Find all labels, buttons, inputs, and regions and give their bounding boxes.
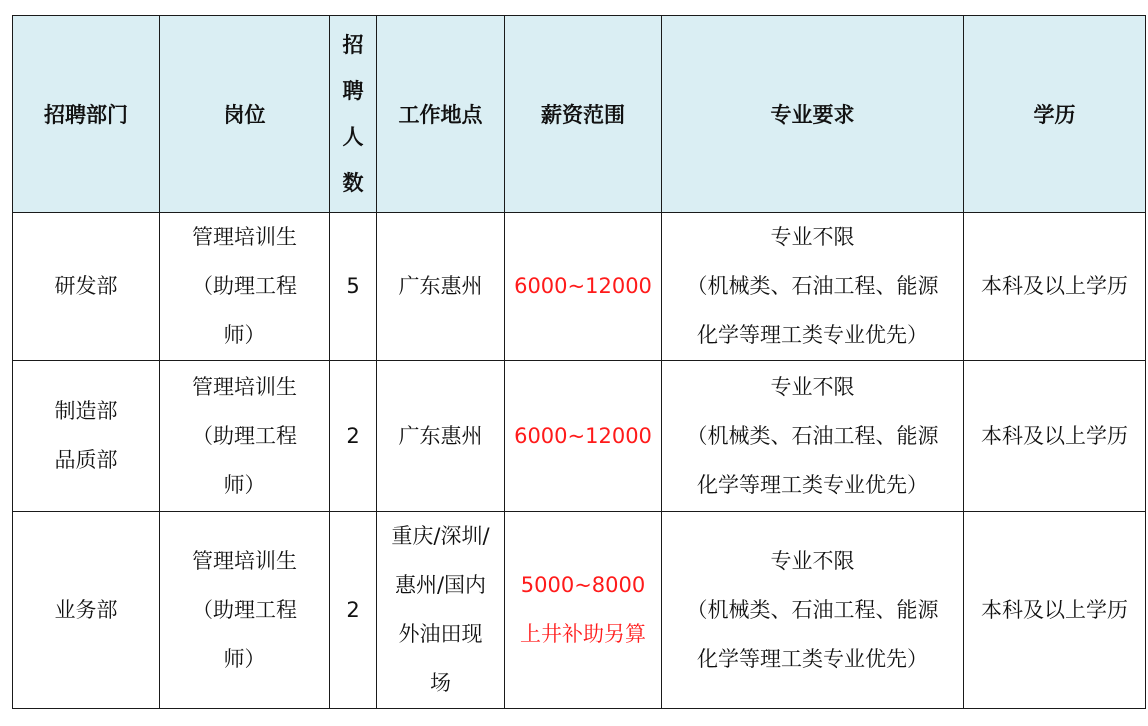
header-count-char: 聘 (342, 79, 364, 103)
position-cell (160, 512, 330, 709)
position-line: 管理培训生 (192, 374, 297, 399)
location-line: 外油田现 (398, 622, 483, 646)
header-count-char: 人 (342, 125, 364, 149)
education-cell: 本科及以上学历 (964, 361, 1146, 512)
dept-line: 品质部 (54, 448, 118, 472)
location-line: 场 (430, 671, 451, 695)
header-location: 工作地点 (377, 16, 505, 213)
major-line: （机械类、石油工程、能源 (686, 597, 939, 622)
table-row (13, 213, 1146, 361)
dept-line: 制造部 (54, 399, 118, 423)
position-line: （助理工程 (192, 597, 297, 622)
education-cell: 本科及以上学历 (964, 213, 1146, 361)
major-line: 化学等理工类专业优先） (697, 323, 928, 347)
table-row (13, 512, 1146, 709)
recruitment-table (12, 15, 1146, 709)
location-line: 惠州/国内 (394, 573, 487, 597)
salary-cell (505, 361, 662, 512)
position-cell (160, 213, 330, 361)
major-line: 专业不限 (770, 225, 855, 249)
position-line: 管理培训生 (192, 225, 297, 249)
salary-cell (505, 512, 662, 709)
major-cell (662, 361, 964, 512)
position-cell (160, 361, 330, 512)
header-major: 专业要求 (662, 16, 964, 213)
salary-line: 5000~8000 (520, 573, 646, 597)
dept-cell (13, 361, 160, 512)
header-education: 学历 (964, 16, 1146, 213)
location-line: 重庆/深圳/ (391, 524, 490, 548)
header-position: 岗位 (160, 16, 330, 213)
salary-line: 6000~12000 (514, 274, 652, 298)
position-line: （助理工程 (192, 423, 297, 448)
major-line: 化学等理工类专业优先） (697, 472, 928, 497)
major-line: （机械类、石油工程、能源 (686, 274, 939, 298)
header-count (330, 16, 377, 213)
position-line: 师） (223, 646, 266, 671)
major-line: 专业不限 (770, 548, 855, 573)
position-line: 管理培训生 (192, 548, 297, 573)
salary-cell (505, 213, 662, 361)
salary-line: 上井补助另算 (520, 622, 646, 646)
dept-line: 研发部 (54, 274, 118, 298)
location-line: 广东惠州 (398, 423, 483, 448)
header-row (13, 16, 1146, 213)
count-cell: 5 (330, 213, 377, 361)
major-line: 专业不限 (770, 374, 855, 399)
major-line: （机械类、石油工程、能源 (686, 423, 939, 448)
header-dept: 招聘部门 (13, 16, 160, 213)
major-cell (662, 213, 964, 361)
education-cell: 本科及以上学历 (964, 512, 1146, 709)
count-cell: 2 (330, 361, 377, 512)
location-cell (377, 361, 505, 512)
header-count-char: 数 (342, 171, 364, 195)
recruitment-table-container (12, 15, 1146, 709)
count-cell: 2 (330, 512, 377, 709)
major-cell (662, 512, 964, 709)
salary-line: 6000~12000 (514, 423, 652, 448)
dept-cell (13, 213, 160, 361)
location-cell (377, 213, 505, 361)
table-row (13, 361, 1146, 512)
header-count-char: 招 (342, 33, 364, 57)
dept-cell (13, 512, 160, 709)
major-line: 化学等理工类专业优先） (697, 646, 928, 671)
dept-line: 业务部 (54, 597, 118, 622)
position-line: （助理工程 (192, 274, 297, 298)
header-salary: 薪资范围 (505, 16, 662, 213)
location-line: 广东惠州 (398, 274, 483, 298)
position-line: 师） (223, 472, 266, 497)
position-line: 师） (223, 323, 266, 347)
location-cell (377, 512, 505, 709)
